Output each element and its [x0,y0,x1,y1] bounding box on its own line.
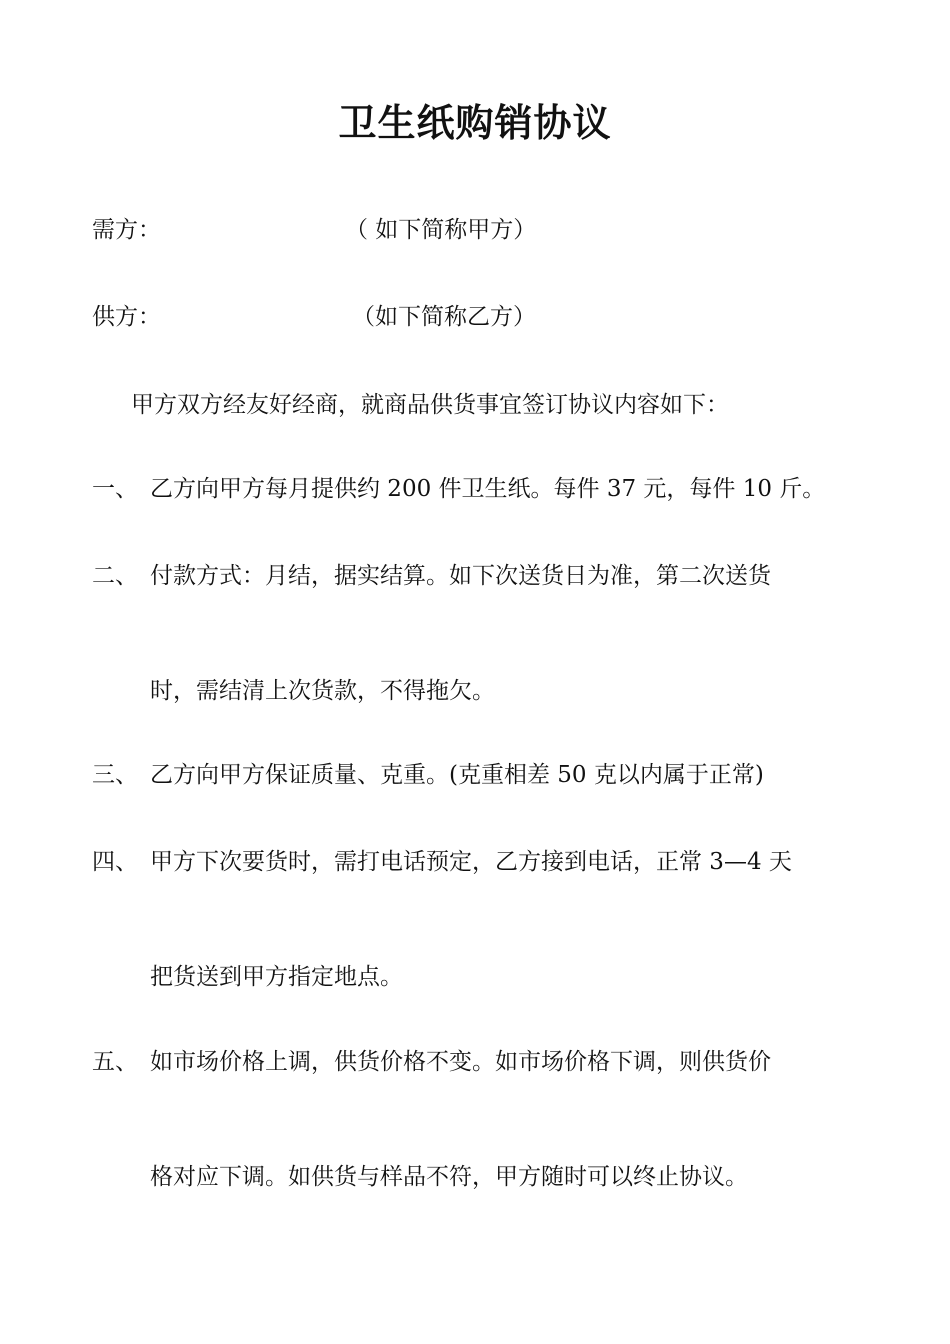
clause-text-line: 如市场价格上调，供货价格不变。如市场价格下调，则供货价 [150,1049,771,1075]
clause-number: 四、 [92,849,138,875]
clause-text-line: 时，需结清上次货款，不得拖欠。 [150,678,495,704]
clause-text-line: 把货送到甲方指定地点。 [150,964,403,990]
buyer-label: 需方： [92,217,161,243]
clause-text-line: 乙方向甲方每月提供约 200 件卫生纸。每件 37 元，每件 10 斤。 [150,476,826,502]
intro-paragraph: 甲方双方经友好经商，就商品供货事宜签订协议内容如下： [131,392,729,418]
seller-label: 供方： [92,304,161,330]
clause-number: 五、 [92,1049,138,1075]
clause-text-line: 付款方式：月结，据实结算。如下次送货日为准，第二次送货 [150,563,771,589]
seller-note: （如下简称乙方） [352,304,536,330]
clause-text-line: 格对应下调。如供货与样品不符，甲方随时可以终止协议。 [150,1164,748,1190]
clause-number: 二、 [92,563,138,589]
clause-number: 一、 [92,476,138,502]
clause-text-line: 乙方向甲方保证质量、克重。(克重相差 50 克以内属于正常) [150,762,764,788]
document-title: 卫生纸购销协议 [338,100,612,145]
clause-text-line: 甲方下次要货时，需打电话预定，乙方接到电话，正常 3—4 天 [150,849,792,875]
buyer-note: （ 如下简称甲方） [345,217,537,243]
clause-number: 三、 [92,762,138,788]
